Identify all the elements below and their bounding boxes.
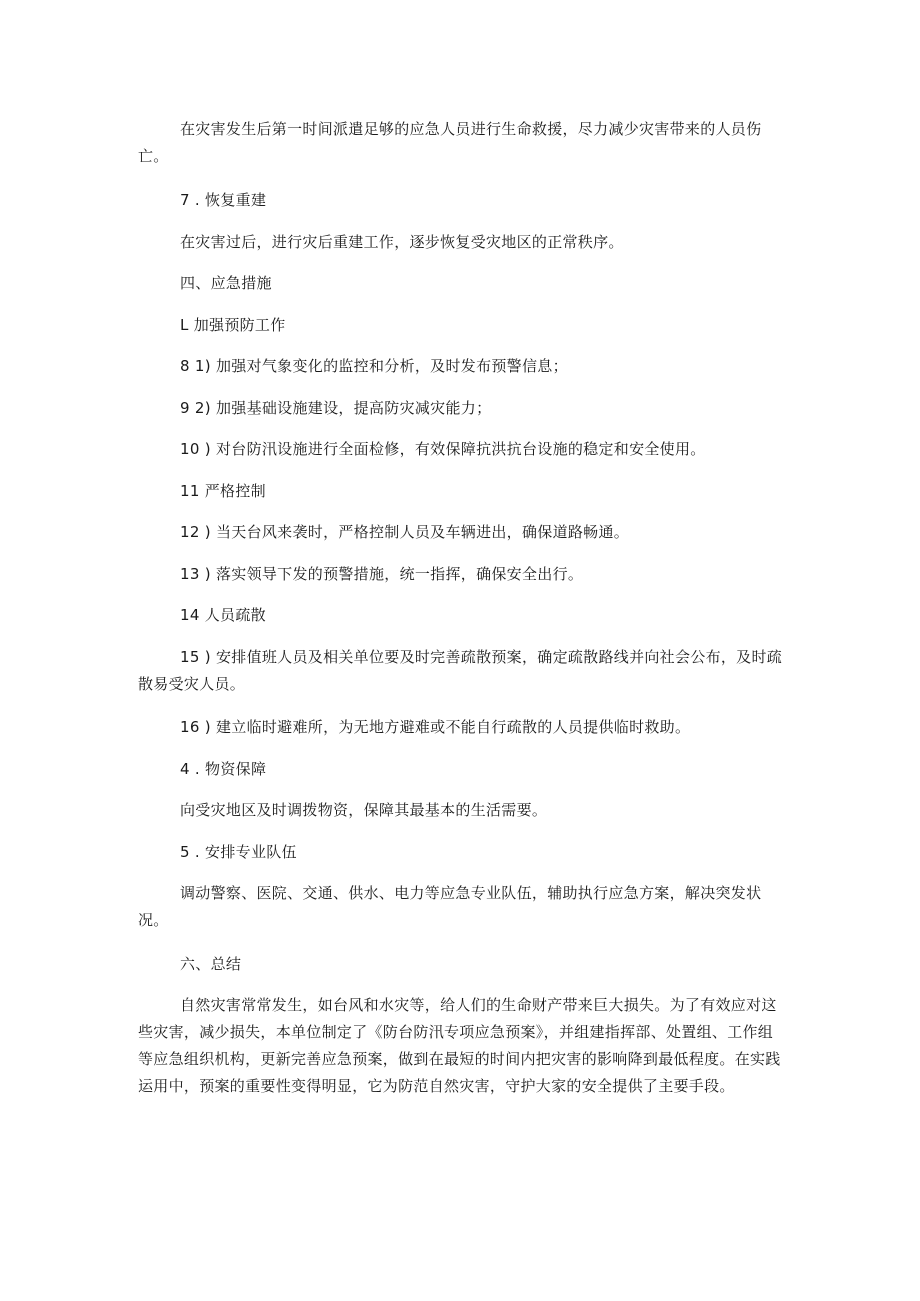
item-warning-measures: 13 ) 落实领导下发的预警措施，统一指挥，确保安全出行。 — [180, 565, 584, 583]
heading-summary: 六、总结 — [180, 955, 242, 973]
paragraph-summary: 自然灾害常常发生，如台风和水灾等，给人们的生命财产带来巨大损失。为了有效应对这些灾害，减少损失，本单位制定了《防台防汛专项应急预案》，并组建指挥部、处置组、工作组等应急组织机构，更新完善应急预案，做到在最短的时间内把灾害的影响降到最低程度。在实践运用中，预案的重要性变得明显，它为防范自然灾害，守护大家的安全提供了主要手段。 — [138, 996, 781, 1095]
heading-recovery: 7 . 恢复重建 — [180, 191, 267, 209]
item-infrastructure: 9 2) 加强基础设施建设，提高防灾减灾能力； — [180, 399, 492, 417]
heading-emergency-measures: 四、应急措施 — [180, 274, 272, 292]
paragraph-rescue: 在灾害发生后第一时间派遣足够的应急人员进行生命救援，尽力减少灾害带来的人员伤亡。 — [138, 120, 762, 165]
item-shelter: 16 ) 建立临时避难所，为无地方避难或不能自行疏散的人员提供临时救助。 — [180, 718, 691, 736]
item-evacuation-plan: 15 ) 安排值班人员及相关单位要及时完善疏散预案，确定疏散路线并向社会公布，及时疏散易受灾人员。 — [138, 648, 783, 693]
heading-professional-teams: 5 . 安排专业队伍 — [180, 843, 297, 861]
paragraph-recovery: 在灾害过后，进行灾后重建工作，逐步恢复受灾地区的正常秩序。 — [180, 233, 624, 251]
item-traffic-control: 12 ) 当天台风来袭时，严格控制人员及车辆进出，确保道路畅通。 — [180, 523, 630, 541]
heading-evacuation: 14 人员疏散 — [180, 606, 266, 624]
heading-prevention: L 加强预防工作 — [180, 316, 286, 334]
item-facility-inspection: 10 ) 对台防汛设施进行全面检修，有效保障抗洪抗台设施的稳定和安全使用。 — [180, 440, 706, 458]
paragraph-professional-teams: 调动警察、医院、交通、供水、电力等应急专业队伍，辅助执行应急方案，解决突发状况。 — [138, 884, 762, 929]
paragraph-supplies: 向受灾地区及时调拨物资，保障其最基本的生活需要。 — [180, 801, 548, 819]
item-weather-monitoring: 8 1) 加强对气象变化的监控和分析，及时发布预警信息； — [180, 357, 568, 375]
heading-strict-control: 11 严格控制 — [180, 482, 266, 500]
heading-supplies: 4 . 物资保障 — [180, 760, 267, 778]
